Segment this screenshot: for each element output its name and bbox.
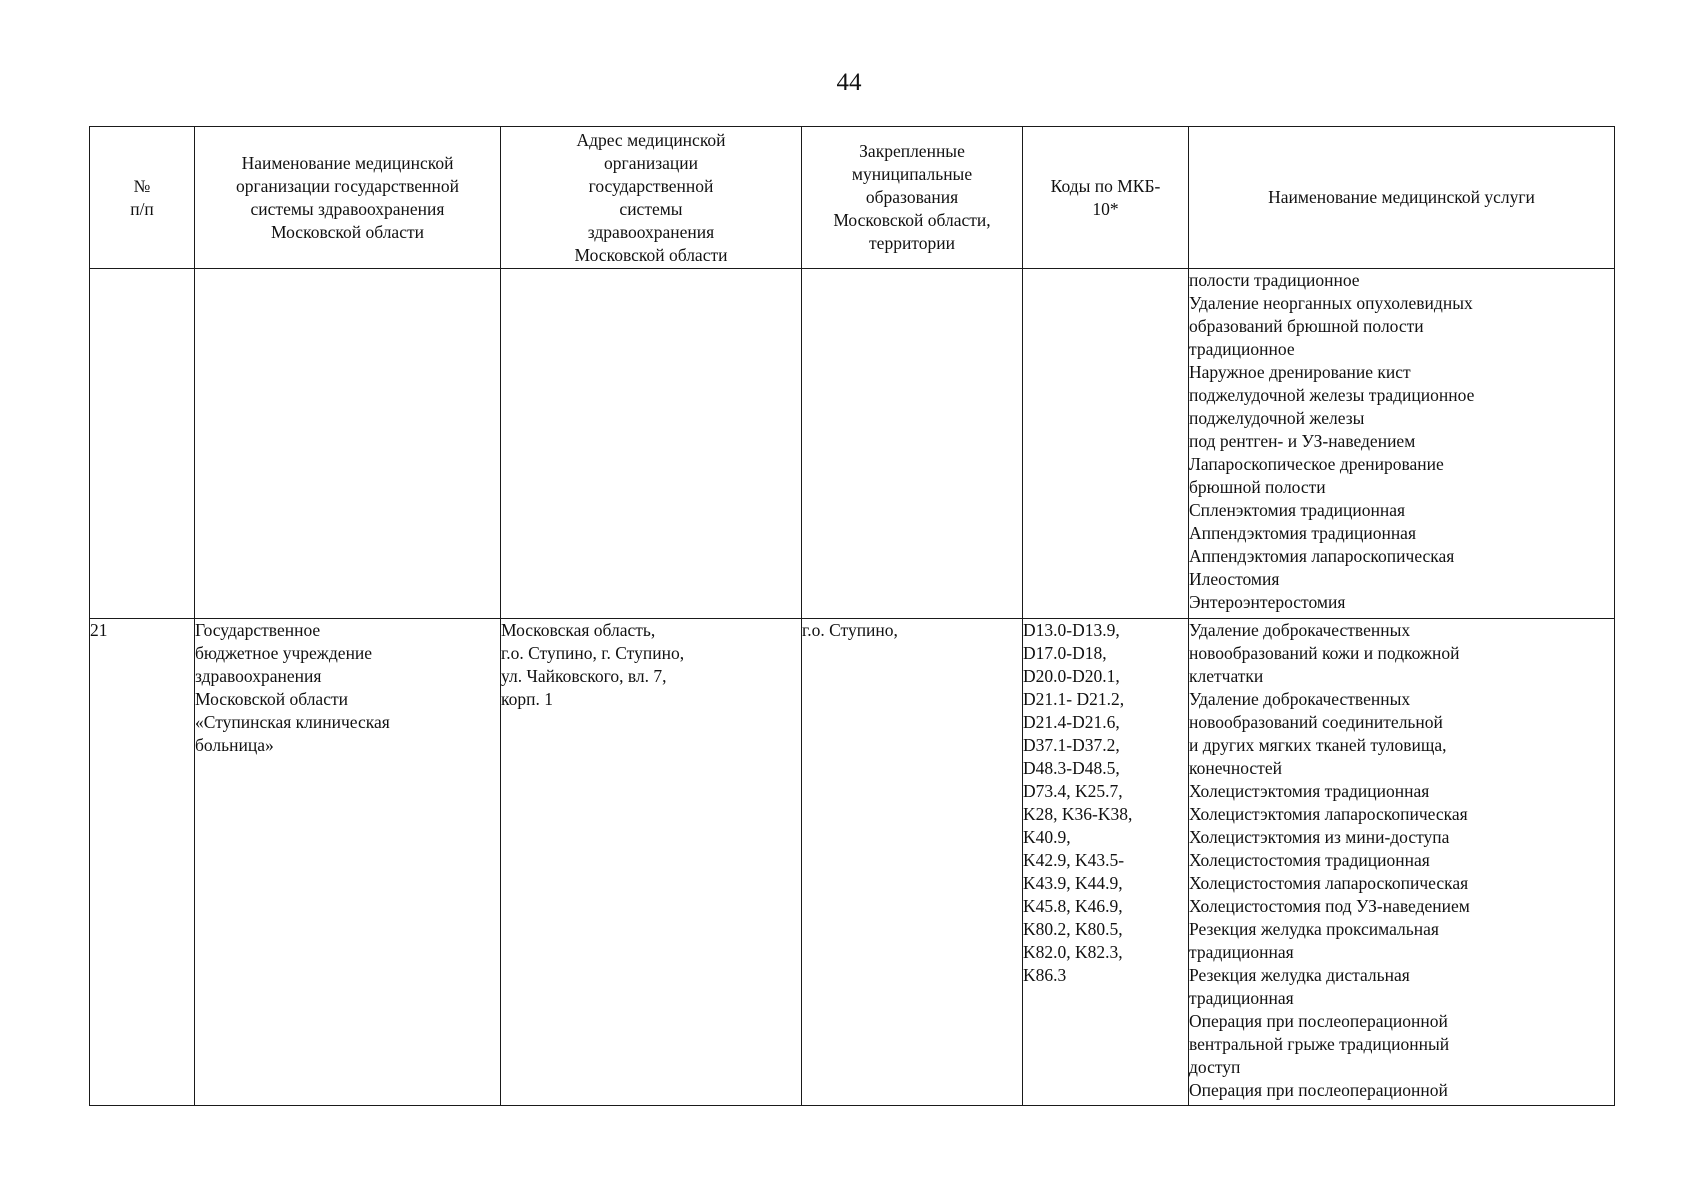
service-item: Удаление неорганных опухолевидных [1189,293,1473,313]
service-item: Аппендэктомия традиционная [1189,523,1416,543]
service-item: Операция при послеоперационной [1189,1080,1448,1100]
service-item: поджелудочной железы [1189,408,1365,428]
service-item: Резекция желудка дистальная [1189,965,1410,985]
cell-services [1189,269,1615,619]
icd-code: D21.4-D21.6, [1023,712,1120,732]
service-item: Лапароскопическое дренирование [1189,454,1444,474]
icd-code: K45.8, K46.9, [1023,896,1123,916]
cell-address-empty [501,269,802,619]
page-number: 44 [836,69,862,96]
service-item: Наружное дренирование кист [1189,362,1411,382]
service-item: брюшной полости [1189,477,1326,497]
service-item: Холецистостомия под УЗ-наведением [1189,896,1470,916]
service-item: Холецистэктомия из мини-доступа [1189,827,1450,847]
icd-code: K80.2, K80.5, [1023,919,1123,939]
header-service-name: Наименование медицинской услуги [1189,127,1615,269]
service-item: Аппендэктомия лапароскопическая [1189,546,1455,566]
service-item: Холецистэктомия лапароскопическая [1189,804,1468,824]
service-item: традиционное [1189,339,1295,359]
table-header-row [90,127,1615,269]
icd-code: D20.0-D20.1, [1023,666,1120,686]
service-item: Удаление доброкачественных [1189,689,1411,709]
service-item: новообразований соединительной [1189,712,1443,732]
table-row [90,269,1615,619]
icd-code: D17.0-D18, [1023,643,1107,663]
icd-code: K86.3 [1023,965,1067,985]
cell-services [1189,619,1615,1106]
icd-code: K40.9, [1023,827,1071,847]
service-item: новообразований кожи и подкожной [1189,643,1460,663]
header-organization: Наименование медицинской организации государственной системы здравоохранения Московской области [195,127,501,269]
service-item: поджелудочной железы традиционное [1189,385,1475,405]
service-item: Илеостомия [1189,569,1280,589]
service-item: Холецистэктомия традиционная [1189,781,1430,801]
cell-municipalities: г.о. Ступино, [802,619,1023,1106]
service-item: вентральной грыже традиционный [1189,1034,1450,1054]
medical-services-table [89,126,1615,1106]
service-item: под рентген- и УЗ-наведением [1189,431,1416,451]
service-item: традиционная [1189,988,1294,1008]
service-item: Холецистостомия лапароскопическая [1189,873,1469,893]
service-item: Резекция желудка проксимальная [1189,919,1439,939]
service-item: Энтероэнтеростомия [1189,592,1346,612]
icd-code: K43.9, K44.9, [1023,873,1123,893]
service-item: Холецистостомия традиционная [1189,850,1430,870]
table-row [90,619,1615,1106]
header-icd-codes: Коды по МКБ- 10* [1023,127,1189,269]
service-item: и других мягких тканей туловища, [1189,735,1447,755]
cell-number: 21 [90,619,195,1106]
service-item: клетчатки [1189,666,1264,686]
header-address: Адрес медицинской организации государственной системы здравоохранения Московской области [501,127,802,269]
icd-code: K42.9, K43.5- [1023,850,1125,870]
service-item: Спленэктомия традиционная [1189,500,1406,520]
icd-code: D48.3-D48.5, [1023,758,1120,778]
icd-code: D73.4, K25.7, [1023,781,1123,801]
service-item: традиционная [1189,942,1294,962]
cell-organization-empty [195,269,501,619]
icd-code: D21.1- D21.2, [1023,689,1125,709]
service-item: конечностей [1189,758,1282,778]
icd-code: D37.1-D37.2, [1023,735,1120,755]
cell-municipalities-empty [802,269,1023,619]
service-item: Операция при послеоперационной [1189,1011,1448,1031]
service-item: Удаление доброкачественных [1189,620,1411,640]
cell-codes-empty [1023,269,1189,619]
cell-address: Московская область, г.о. Ступино, г. Ступино, ул. Чайковского, вл. 7, корп. 1 [501,619,802,1106]
icd-code: K28, K36-K38, [1023,804,1133,824]
icd-code: D13.0-D13.9, [1023,620,1120,640]
service-item: полости традиционное [1189,270,1360,290]
cell-icd-codes [1023,619,1189,1106]
service-item: доступ [1189,1057,1241,1077]
cell-organization: Государственное бюджетное учреждение здравоохранения Московской области «Ступинская клиническая больница» [195,619,501,1106]
icd-code: K82.0, K82.3, [1023,942,1123,962]
header-municipalities: Закрепленные муниципальные образования Московской области, территории [802,127,1023,269]
cell-number-empty [90,269,195,619]
header-number: № п/п [90,127,195,269]
service-item: образований брюшной полости [1189,316,1424,336]
